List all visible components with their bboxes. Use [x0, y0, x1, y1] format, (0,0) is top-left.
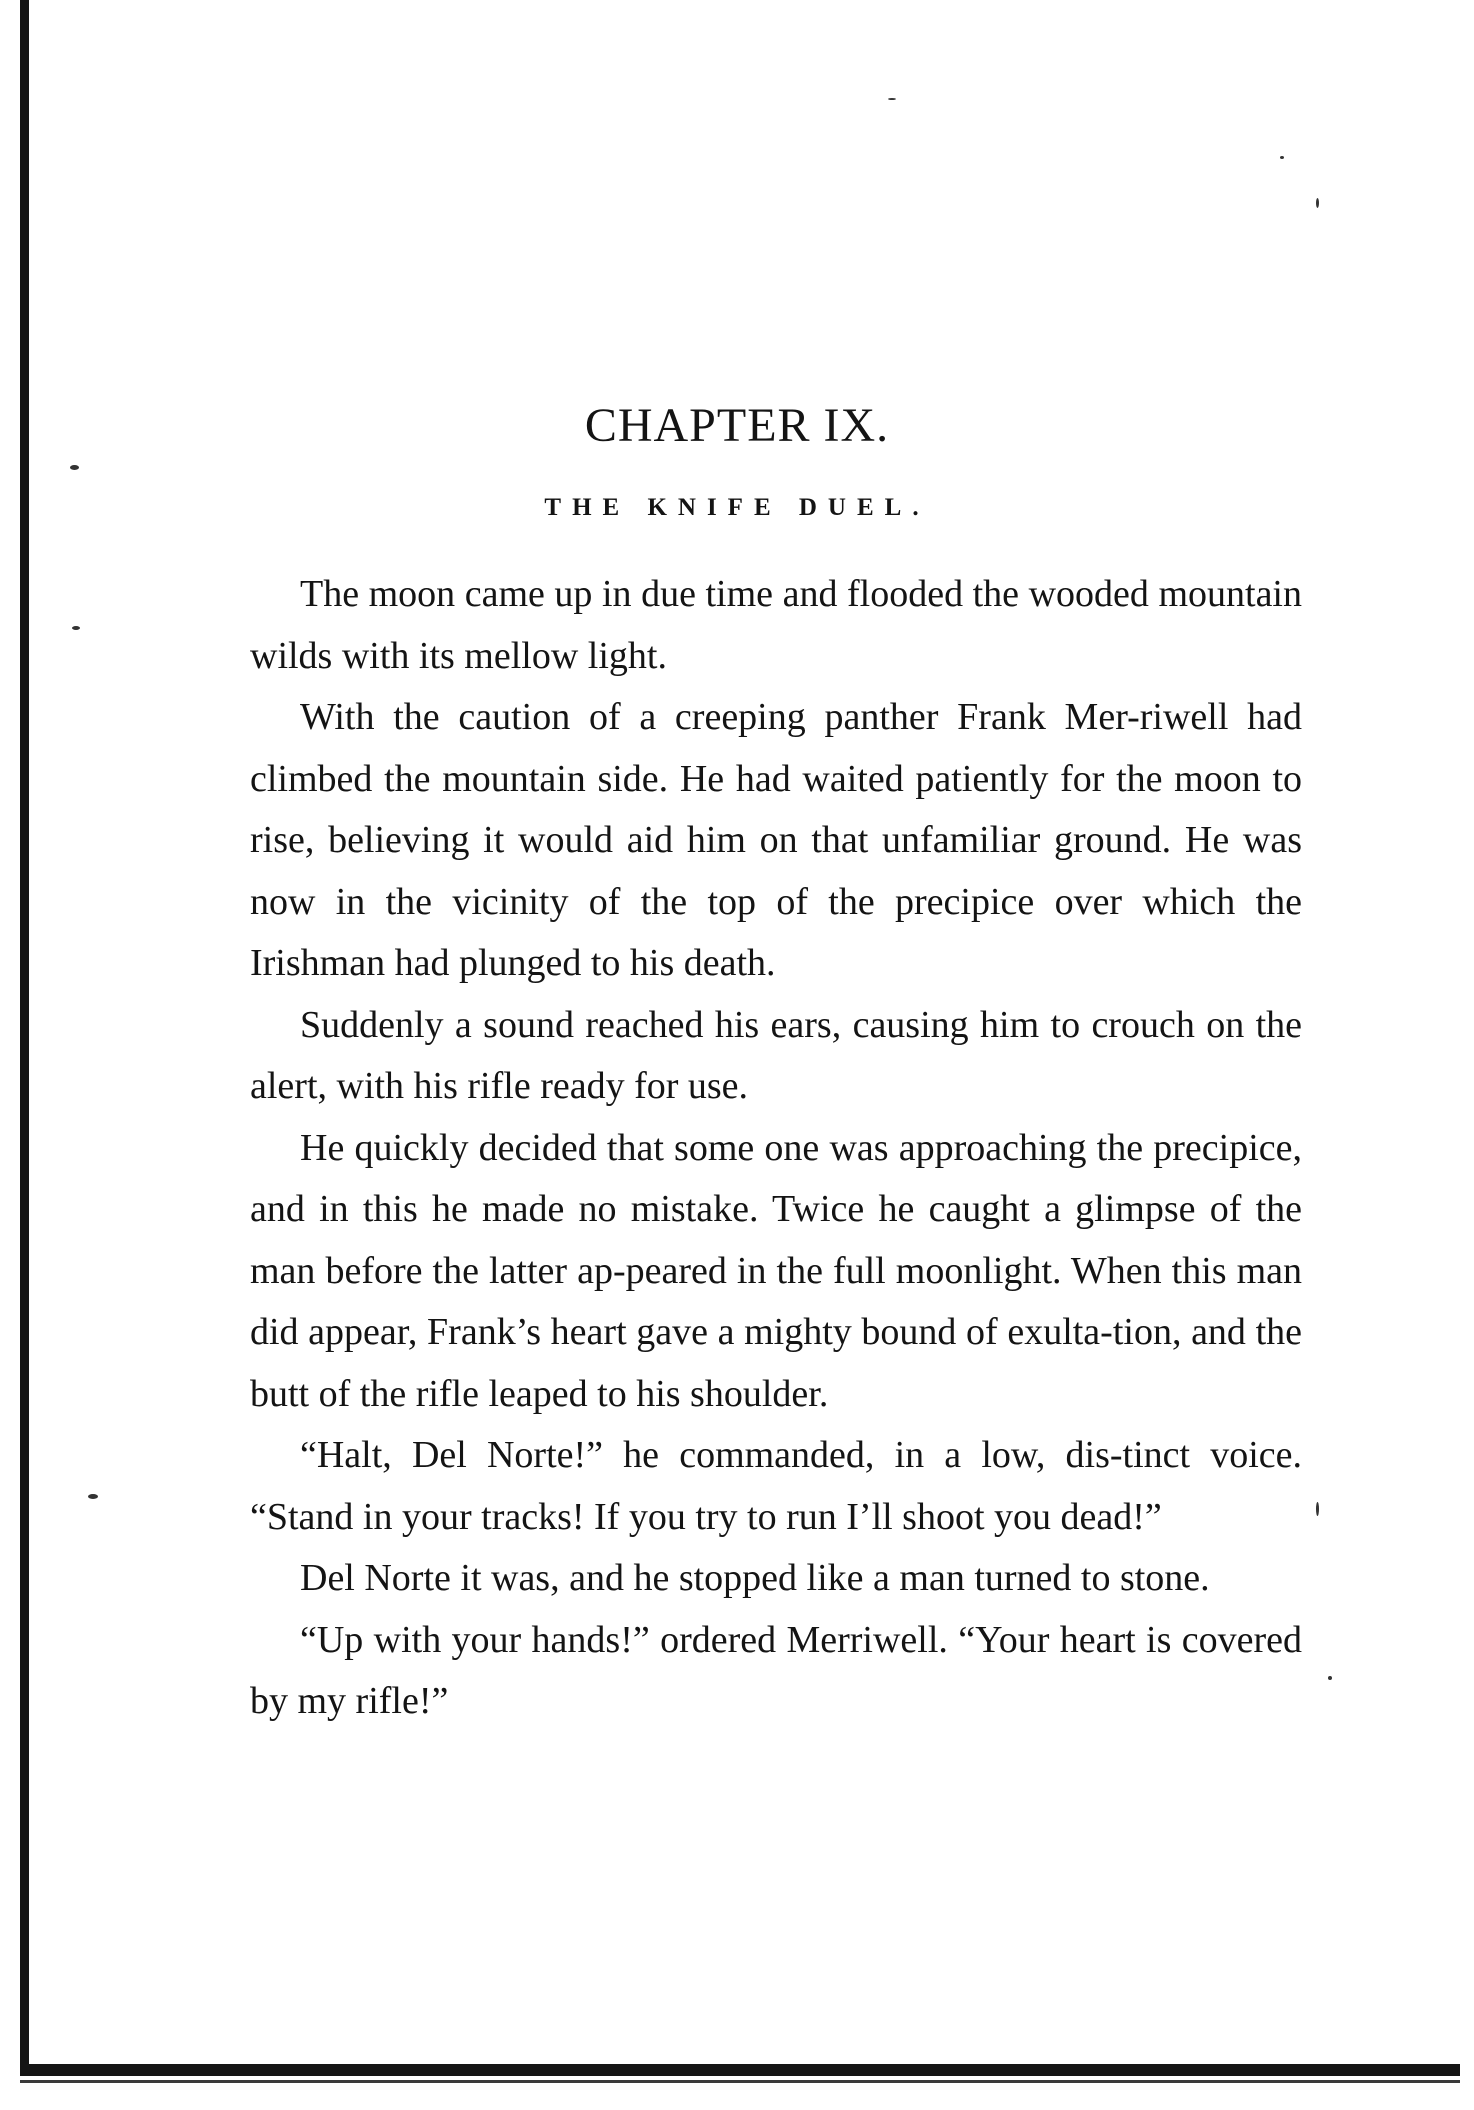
paragraph: The moon came up in due time and flooded the wooded mountain wilds with its mellow light. — [250, 573, 1302, 677]
bottom-rule-thin — [20, 2080, 1460, 2083]
paragraph: With the caution of a creeping panther Frank Mer-riwell had climbed the mountain side. He had waited patiently for the moon to rise, believing it would aid him on that unfamiliar ground. He was now in the vicinity of the top of the precipice over which the Irishman had plunged to his death. — [250, 696, 1302, 984]
scan-speck — [1280, 156, 1284, 159]
scan-speck — [72, 626, 80, 630]
paragraph: He quickly decided that some one was approaching the precipice, and in this he made no mistake. Twice he caught a glimpse of the man before the latter ap-peared in the full moonlight. When this man did appear, Frank’s heart gave a mighty bound of exulta-tion, and the butt of the rifle leaped to his shoulder. — [250, 1126, 1302, 1415]
chapter-subtitle: THE KNIFE DUEL. — [544, 494, 930, 521]
paragraph: “Halt, Del Norte!” he commanded, in a low, dis-tinct voice. “Stand in your tracks! If you try to run I’ll shoot you dead!” — [250, 1434, 1302, 1538]
scan-speck — [70, 465, 79, 470]
scan-speck — [1316, 1502, 1319, 1516]
bottom-rule — [20, 2064, 1460, 2076]
paragraph: Suddenly a sound reached his ears, causing him to crouch on the alert, with his rifle ready for use. — [250, 1003, 1302, 1107]
scan-speck — [888, 98, 896, 100]
scan-speck — [1316, 198, 1319, 208]
chapter-title: CHAPTER IX. — [584, 399, 890, 452]
paragraph: Del Norte it was, and he stopped like a man turned to stone. — [300, 1557, 1210, 1599]
body-text — [250, 564, 1302, 1733]
left-margin-rule — [20, 0, 29, 2072]
scan-speck — [1328, 1676, 1332, 1680]
paragraph: “Up with your hands!” ordered Merriwell. “Your heart is covered by my rifle!” — [250, 1618, 1302, 1722]
scan-speck — [88, 1494, 98, 1499]
